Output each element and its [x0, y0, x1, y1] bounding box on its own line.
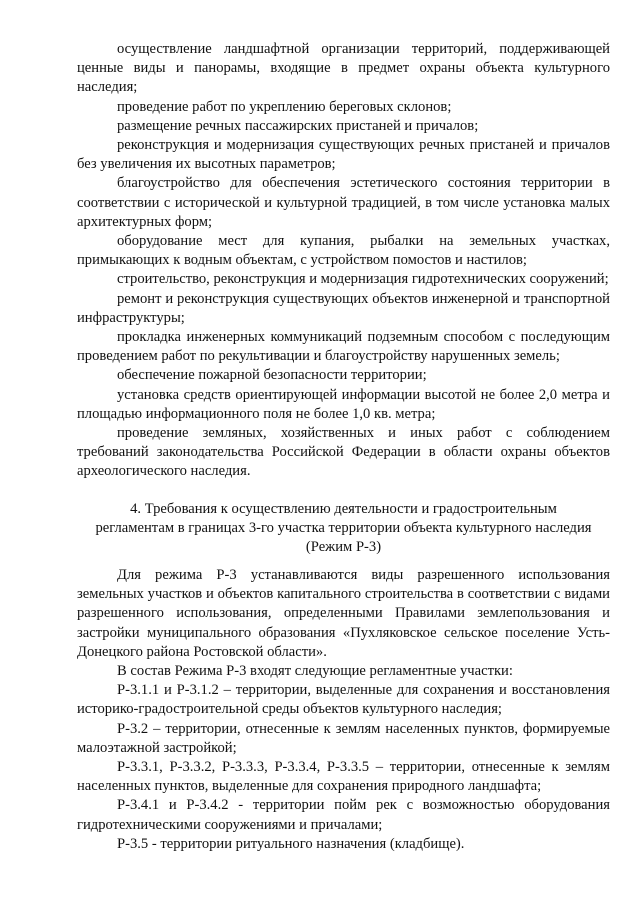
paragraph: Р-3.2 – территории, отнесенные к землям населенных пунктов, формируемые малоэтажной застройкой;: [77, 720, 610, 756]
paragraph: прокладка инженерных коммуникаций подземным способом с последующим проведением работ по рекультивации и благоустройству нарушенных земель;: [77, 329, 610, 365]
paragraph: ремонт и реконструкция существующих объектов инженерной и транспортной инфраструктуры;: [77, 290, 610, 326]
paragraph: Р-3.4.1 и Р-3.4.2 - территории пойм рек с возможностью оборудования гидротехническими сооружениями и причалами;: [77, 797, 610, 833]
paragraph: установка средств ориентирующей информации высотой не более 2,0 метра и площадью информационного поля не более 1,0 кв. метра;: [77, 386, 610, 422]
paragraph: Для режима Р-3 устанавливаются виды разрешенного использования земельных участков и объектов капитального строительства в соответствии с видами разрешенного использования, определенными Правилами землепользования и застройки муниципального образования «Пухляковское сельское поселение Усть-Донецкого района Ростовской области».: [77, 567, 610, 660]
paragraph: строительство, реконструкция и модернизация гидротехнических сооружений;: [117, 271, 609, 288]
permitted-works-list: [77, 40, 610, 482]
paragraph: обеспечение пожарной безопасности территории;: [117, 367, 427, 384]
section-heading-line: 4. Требования к осуществлению деятельности и градостроительным: [130, 501, 557, 517]
paragraph: размещение речных пассажирских пристаней и причалов;: [117, 117, 479, 134]
section-heading-line: (Режим Р-3): [305, 539, 382, 556]
paragraph: В состав Режима Р-3 входят следующие регламентные участки:: [117, 663, 513, 680]
paragraph: Р-3.3.1, Р-3.3.2, Р-3.3.3, Р-3.3.4, Р-3.3.5 – территории, отнесенные к землям населенных пунктов, выделенные для сохранения природного ландшафта;: [77, 759, 610, 795]
paragraph: проведение земляных, хозяйственных и иных работ с соблюдением требований законодательства Российской Федерации в области охраны объектов археологического наследия.: [77, 425, 610, 480]
paragraph: проведение работ по укреплению береговых склонов;: [117, 98, 452, 115]
paragraph: оборудование мест для купания, рыбалки на земельных участках, примыкающих к водным объектам, с устройством помостов и настилов;: [77, 233, 610, 269]
paragraph: Р-3.1.1 и Р-3.1.2 – территории, выделенные для сохранения и восстановления историко-градостроительной среды объектов культурного наследия;: [77, 682, 610, 718]
paragraph: благоустройство для обеспечения эстетического состояния территории в соответствии с исторической и культурной традицией, в том числе установка малых архитектурных форм;: [77, 175, 610, 230]
paragraph: осуществление ландшафтной организации территорий, поддерживающей ценные виды и панорамы, входящие в предмет охраны объекта культурного наследия;: [77, 41, 610, 96]
paragraph: реконструкция и модернизация существующих речных пристаней и причалов без увеличения их высотных параметров;: [77, 137, 610, 173]
section-heading: [77, 500, 610, 558]
regime-r3-description: [77, 566, 610, 854]
paragraph: Р-3.5 - территории ритуального назначения (кладбище).: [117, 835, 465, 852]
section-heading-line: регламентам в границах 3-го участка территории объекта культурного наследия: [95, 520, 592, 537]
